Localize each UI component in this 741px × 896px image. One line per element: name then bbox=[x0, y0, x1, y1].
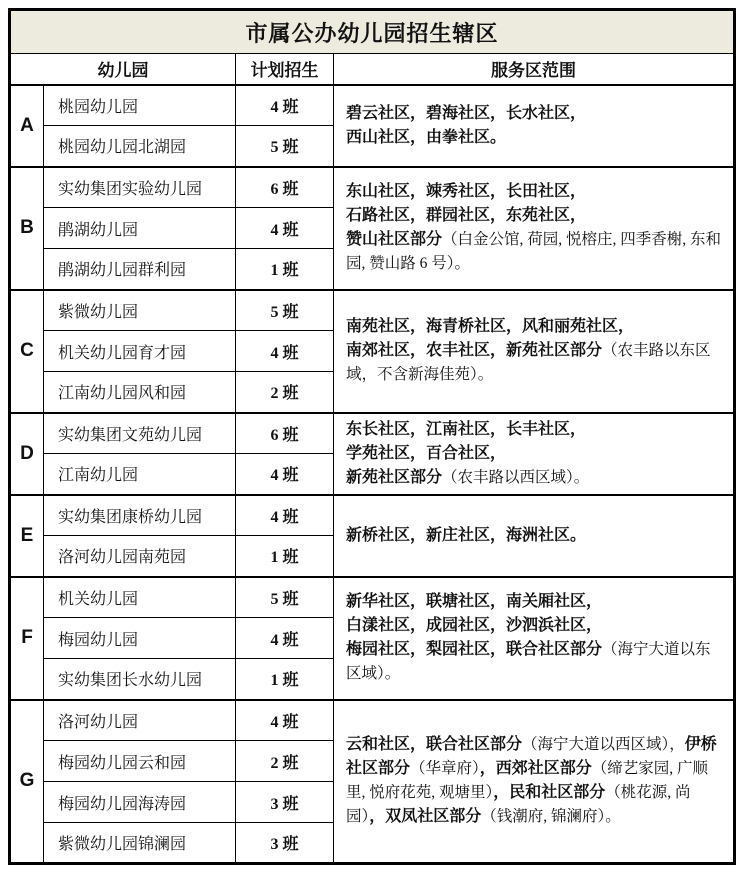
plan-count: 4 班 bbox=[236, 700, 334, 741]
column-header-service: 服务区范围 bbox=[334, 54, 735, 85]
kindergarten-name: 实幼集团康桥幼儿园 bbox=[44, 495, 236, 536]
district-letter: G bbox=[10, 700, 44, 864]
plan-count: 4 班 bbox=[236, 618, 334, 659]
table-row bbox=[10, 290, 735, 331]
column-header-plan: 计划招生 bbox=[236, 54, 334, 85]
plan-count: 5 班 bbox=[236, 577, 334, 618]
table-row bbox=[10, 85, 735, 126]
service-area-segment: 碧云社区，碧海社区，长水社区， bbox=[346, 104, 587, 122]
service-area bbox=[334, 85, 735, 167]
table-title: 市属公办幼儿园招生辖区 bbox=[10, 10, 735, 54]
service-area-segment: （钱潮府, 锦澜府）。 bbox=[481, 808, 621, 826]
service-area bbox=[334, 495, 735, 577]
district-letter: F bbox=[10, 577, 44, 700]
service-area-segment: 东长社区，江南社区，长丰社区， bbox=[346, 420, 587, 438]
service-area-segment: （桃花源, 尚园） bbox=[346, 784, 691, 826]
plan-count: 2 班 bbox=[236, 741, 334, 782]
kindergarten-name: 洛河幼儿园南苑园 bbox=[44, 536, 236, 577]
plan-count: 1 班 bbox=[236, 249, 334, 290]
table-body bbox=[10, 85, 735, 864]
plan-count: 5 班 bbox=[236, 290, 334, 331]
service-area-segment: 石路社区，群园社区，东苑社区， bbox=[346, 207, 587, 224]
plan-count: 3 班 bbox=[236, 823, 334, 864]
service-area bbox=[334, 167, 735, 290]
service-area-segment: 南苑社区，海青桥社区，风和丽苑社区， bbox=[346, 318, 635, 335]
service-area-segment: 新华社区，联塘社区，南关厢社区， bbox=[346, 593, 603, 610]
service-area-segment: 赞山社区部分 bbox=[346, 231, 443, 248]
kindergarten-name: 机关幼儿园 bbox=[44, 577, 236, 618]
service-area-segment: 白漾社区，成园社区，沙泗浜社区， bbox=[346, 617, 603, 634]
title-row bbox=[10, 10, 735, 54]
service-area bbox=[334, 700, 735, 864]
service-area-segment: 梅园社区，梨园社区，联合社区部分 bbox=[346, 641, 603, 658]
kindergarten-name: 实幼集团文苑幼儿园 bbox=[44, 413, 236, 454]
service-area-segment: （海宁大道以东区域）。 bbox=[346, 641, 711, 682]
kindergarten-name: 鹃湖幼儿园 bbox=[44, 208, 236, 249]
kindergarten-name: 桃园幼儿园北湖园 bbox=[44, 126, 236, 167]
service-area-segment: 伊桥社区部分 bbox=[346, 736, 717, 778]
kindergarten-name: 江南幼儿园 bbox=[44, 454, 236, 495]
plan-count: 4 班 bbox=[236, 454, 334, 495]
service-area-segment: （农丰路以西区域）。 bbox=[442, 468, 590, 486]
kindergarten-name: 江南幼儿园风和园 bbox=[44, 372, 236, 413]
table-row bbox=[10, 577, 735, 618]
district-letter: B bbox=[10, 167, 44, 290]
header-row bbox=[10, 54, 735, 85]
column-header-kindergarten: 幼儿园 bbox=[10, 54, 236, 85]
kindergarten-name: 梅园幼儿园云和园 bbox=[44, 741, 236, 782]
kindergarten-name: 洛河幼儿园 bbox=[44, 700, 236, 741]
district-letter: C bbox=[10, 290, 44, 413]
district-letter: A bbox=[10, 85, 44, 167]
plan-count: 5 班 bbox=[236, 126, 334, 167]
service-area-segment: ，双凤社区部分 bbox=[369, 808, 482, 826]
plan-count: 4 班 bbox=[236, 208, 334, 249]
plan-count: 4 班 bbox=[236, 495, 334, 536]
kindergarten-name: 梅园幼儿园海涛园 bbox=[44, 782, 236, 823]
service-area-segment: ，西郊社区部分 bbox=[479, 760, 592, 778]
district-letter: E bbox=[10, 495, 44, 577]
table-row bbox=[10, 700, 735, 741]
plan-count: 4 班 bbox=[236, 331, 334, 372]
service-area-segment: （华章府） bbox=[410, 760, 480, 778]
service-area-segment: ，民和社区部分 bbox=[493, 784, 606, 802]
service-area-segment: 新桥社区，新庄社区，海洲社区。 bbox=[346, 526, 587, 544]
kindergarten-name: 梅园幼儿园 bbox=[44, 618, 236, 659]
service-area-segment: 南郊社区，农丰社区，新苑社区部分 bbox=[346, 342, 603, 359]
plan-count: 6 班 bbox=[236, 167, 334, 208]
district-letter: D bbox=[10, 413, 44, 495]
plan-count: 3 班 bbox=[236, 782, 334, 823]
service-area-segment: 新苑社区部分 bbox=[346, 468, 443, 486]
plan-count: 1 班 bbox=[236, 536, 334, 577]
plan-count: 1 班 bbox=[236, 659, 334, 700]
service-area-segment: （白金公馆, 荷园, 悦榕庄, 四季香榭, 东和园, 赞山路 6 号）。 bbox=[346, 231, 722, 272]
service-area-segment: 云和社区，联合社区部分 bbox=[346, 736, 523, 754]
service-area-segment: （缔艺家园, 广顺里, 悦府花苑, 观塘里） bbox=[346, 760, 709, 802]
table-row bbox=[10, 167, 735, 208]
kindergarten-name: 鹃湖幼儿园群利园 bbox=[44, 249, 236, 290]
kindergarten-name: 紫微幼儿园锦澜园 bbox=[44, 823, 236, 864]
service-area-segment: （农丰路以东区域，不含新海佳苑）。 bbox=[346, 342, 711, 383]
table-row bbox=[10, 413, 735, 454]
kindergarten-name: 桃园幼儿园 bbox=[44, 85, 236, 126]
kindergarten-name: 实幼集团实验幼儿园 bbox=[44, 167, 236, 208]
table-row bbox=[10, 495, 735, 536]
plan-count: 4 班 bbox=[236, 85, 334, 126]
kindergarten-name: 紫微幼儿园 bbox=[44, 290, 236, 331]
plan-count: 2 班 bbox=[236, 372, 334, 413]
service-area-segment: 西山社区，由拳社区。 bbox=[346, 128, 507, 146]
service-area bbox=[334, 413, 735, 495]
plan-count: 6 班 bbox=[236, 413, 334, 454]
enrollment-district-table bbox=[8, 8, 736, 865]
service-area-segment: （海宁大道以西区域）， bbox=[522, 736, 685, 754]
kindergarten-name: 实幼集团长水幼儿园 bbox=[44, 659, 236, 700]
service-area bbox=[334, 577, 735, 700]
service-area-segment: 东山社区，竦秀社区，长田社区， bbox=[346, 183, 587, 200]
kindergarten-name: 机关幼儿园育才园 bbox=[44, 331, 236, 372]
service-area-segment: 学苑社区，百合社区， bbox=[346, 444, 507, 462]
service-area bbox=[334, 290, 735, 413]
